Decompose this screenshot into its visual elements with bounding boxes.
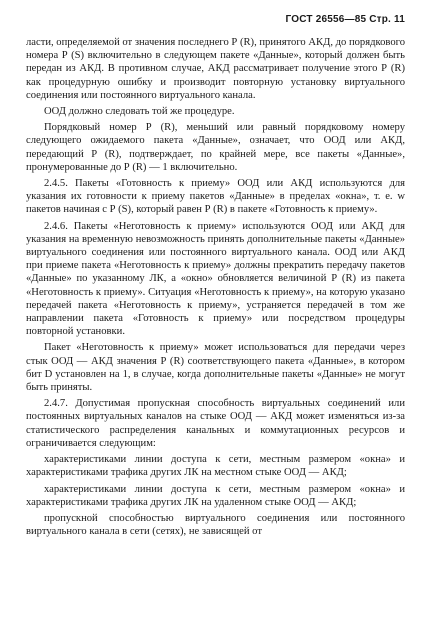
paragraph-1: ласти, определяемой от значения последнего Р (R), принятого АКД, до порядкового номера Р (S) включительно в следующем пакете «Данные», который должен быть передан из АКД. В противном случае, АКД рассматривает получение этого Р (R) как процедурную ошибку и производит повторную установку виртуального соединения или постоянного виртуального канала. <box>26 37 405 101</box>
paragraph-2: ООД должно следовать той же процедуре. <box>44 106 235 118</box>
paragraph-2-4-6: 2.4.6. Пакеты «Неготовность к приему» используются ООД или АКД для указания на временную невозможность принять дополнительные пакеты «Данные» виртуального соединения или постоянного виртуального канала. ООД или АКД при приеме пакета «Неготовность к приему» должны прекратить передачу пакетов «Данные» по указанному ЛК, а «окно» обновляется величиной Р (R) из пакета «Неготовность к приему». Ситуация «Неготовность к приему», на которую указано передачей пакета «Неготовность к приему», устраняется передачей в том же направлении пакета «Готовность к приему» или посредством процедуры повторной установки. <box>26 220 405 338</box>
paragraph-6: Пакет «Неготовность к приему» может использоваться для передачи через стык ООД — АКД значения Р (R) соответствующего пакета «Данные», в котором бит D установлен на 1, в случае, когда дополнительные пакеты «Данные» не могут быть приняты. <box>26 342 405 394</box>
list-item: характеристиками линии доступа к сети, местным размером «окна» и характеристиками трафика других ЛК на местном стыке ООД — АКД; <box>26 454 405 479</box>
page-header: ГОСТ 26556—85 Стр. 11 <box>285 14 405 25</box>
list-item: пропускной способностью виртуального соединения или постоянного виртуального канала в сети (сетях), не зависящей от <box>26 512 405 538</box>
paragraph-3: Порядковый номер Р (R), меньший или равный порядковому номеру следующего ожидаемого пакета «Данные», означает, что ООД или АКД, передающий Р (R), подтверждает, по крайней мере, все пакеты «Данные», пронумерованные до Р (R) — 1 включительно. <box>26 122 405 173</box>
paragraph-2-4-7: 2.4.7. Допустимая пропускная способность виртуальных соединений или постоянных виртуальных каналов на стыке ООД — АКД может изменяться из-за статистического распределения канальных и коммутационных ресурсов и ограничивается следующим: <box>26 398 405 449</box>
page-body <box>26 36 405 538</box>
list <box>26 453 405 538</box>
list-item: характеристиками линии доступа к сети, местным размером «окна» и характеристиками трафика других ЛК на удаленном стыке ООД — АКД; <box>26 483 405 508</box>
paragraph-2-4-5: 2.4.5. Пакеты «Готовность к приему» ООД или АКД используются для указания их готовности к приему пакетов «Данные» в пределах «окна», т. е. w пакетов начиная с Р (S), который равен Р (R) в пакете «Готовность к приему». <box>26 178 405 216</box>
